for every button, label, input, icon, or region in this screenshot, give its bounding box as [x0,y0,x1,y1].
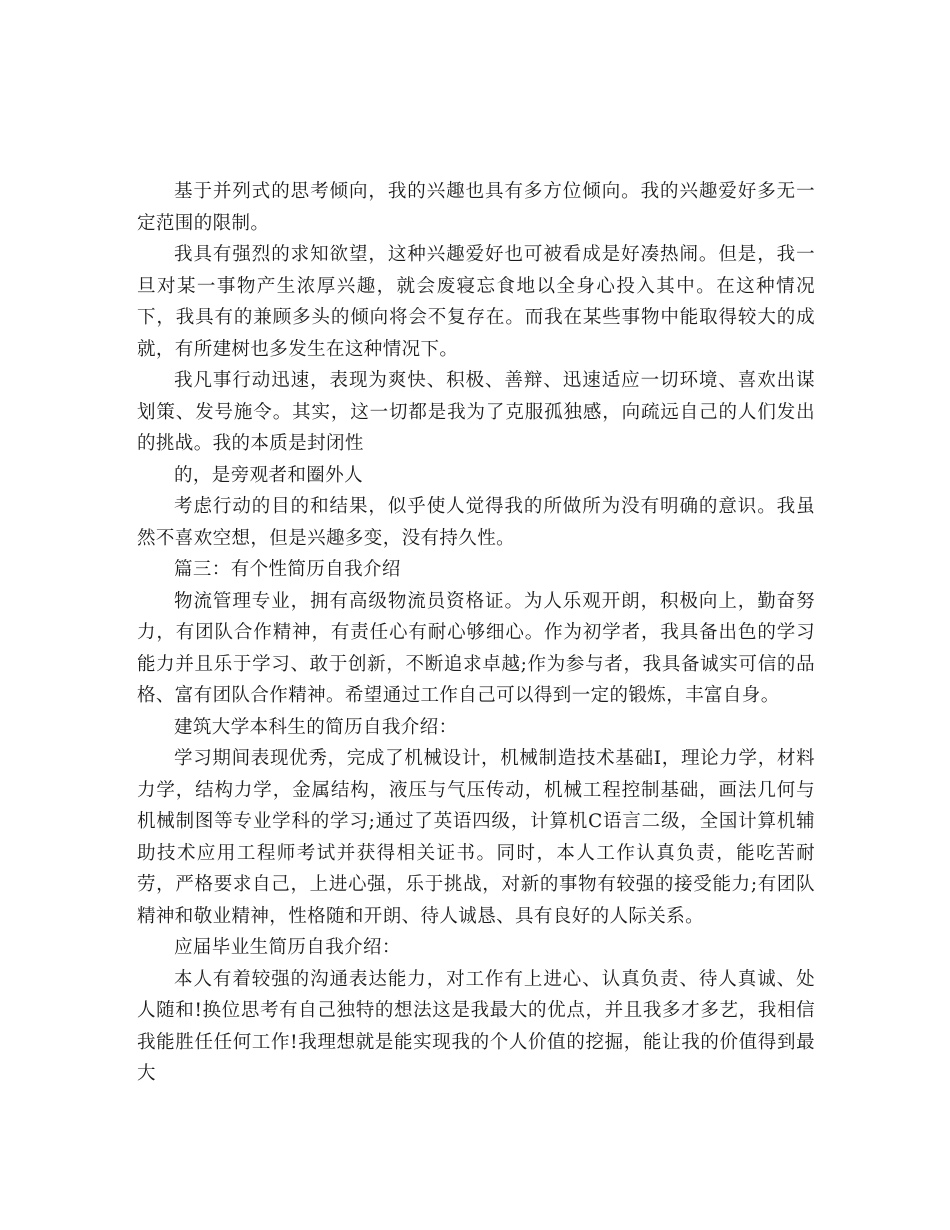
paragraph-action: 我凡事行动迅速，表现为爽快、积极、善辩、迅速适应一切环境、喜欢出谋划策、发号施令。其实，这一切都是我为了克服孤独感，向疏远自己的人们发出的挑战。我的本质是封闭性 [137,370,815,454]
section-heading-part-three: 篇三：有个性简历自我介绍 [174,559,401,580]
paragraph-observer: 的，是旁观者和圈外人 [174,464,364,486]
paragraph-interests-range: 基于并列式的思考倾向，我的兴趣也具有多方位倾向。我的兴趣爱好多无一定范围的限制。 [137,181,815,234]
paragraph-logistics: 物流管理专业，拥有高级物流员资格证。为人乐观开朗，积极向上，勤奋努力，有团队合作精神，有责任心有耐心够细心。作为初学者，我具备出色的学习能力并且乐于学习、敢于创新，不断追求卓越;作为参与者，我具备诚实可信的品格、富有团队合作精神。希望通过工作自己可以得到一定的锻炼，丰富自身。 [137,590,815,706]
paragraph-communication: 本人有着较强的沟通表达能力，对工作有上进心、认真负责、待人真诚、处人随和!换位思考有自己独特的想法这是我最大的优点，并且我多才多艺，我相信我能胜任任何工作!我理想就是能实现我的个人价值的挖掘，能让我的价值得到最大 [137,968,815,1084]
section-heading-architecture-undergrad: 建筑大学本科生的简历自我介绍： [174,716,458,738]
section-heading-graduate: 应届毕业生简历自我介绍： [174,937,401,958]
paragraph-purpose: 考虑行动的目的和结果，似乎使人觉得我的所做所为没有明确的意识。我虽然不喜欢空想，但是兴趣多变，没有持久性。 [137,496,815,549]
paragraph-curiosity: 我具有强烈的求知欲望，这种兴趣爱好也可被看成是好凑热闹。但是，我一旦对某一事物产生浓厚兴趣，就会废寝忘食地以全身心投入其中。在这种情况下，我具有的兼顾多头的倾向将会不复存在。而我在某些事物中能取得较大的成就，有所建树也多发生在这种情况下。 [137,244,815,360]
paragraph-study-record: 学习期间表现优秀，完成了机械设计，机械制造技术基础Ⅰ，理论力学，材料力学，结构力学，金属结构，液压与气压传动，机械工程控制基础，画法几何与机械制图等专业学科的学习;通过了英语四级，计算机C语言二级，全国计算机辅助技术应用工程师考试并获得相关证书。同时，本人工作认真负责，能吃苦耐劳，严格要求自己，上进心强，乐于挑战，对新的事物有较强的接受能力;有团队精神和敬业精神，性格随和开朗、待人诚恳、具有良好的人际关系。 [137,748,815,927]
document-body [137,176,815,1090]
